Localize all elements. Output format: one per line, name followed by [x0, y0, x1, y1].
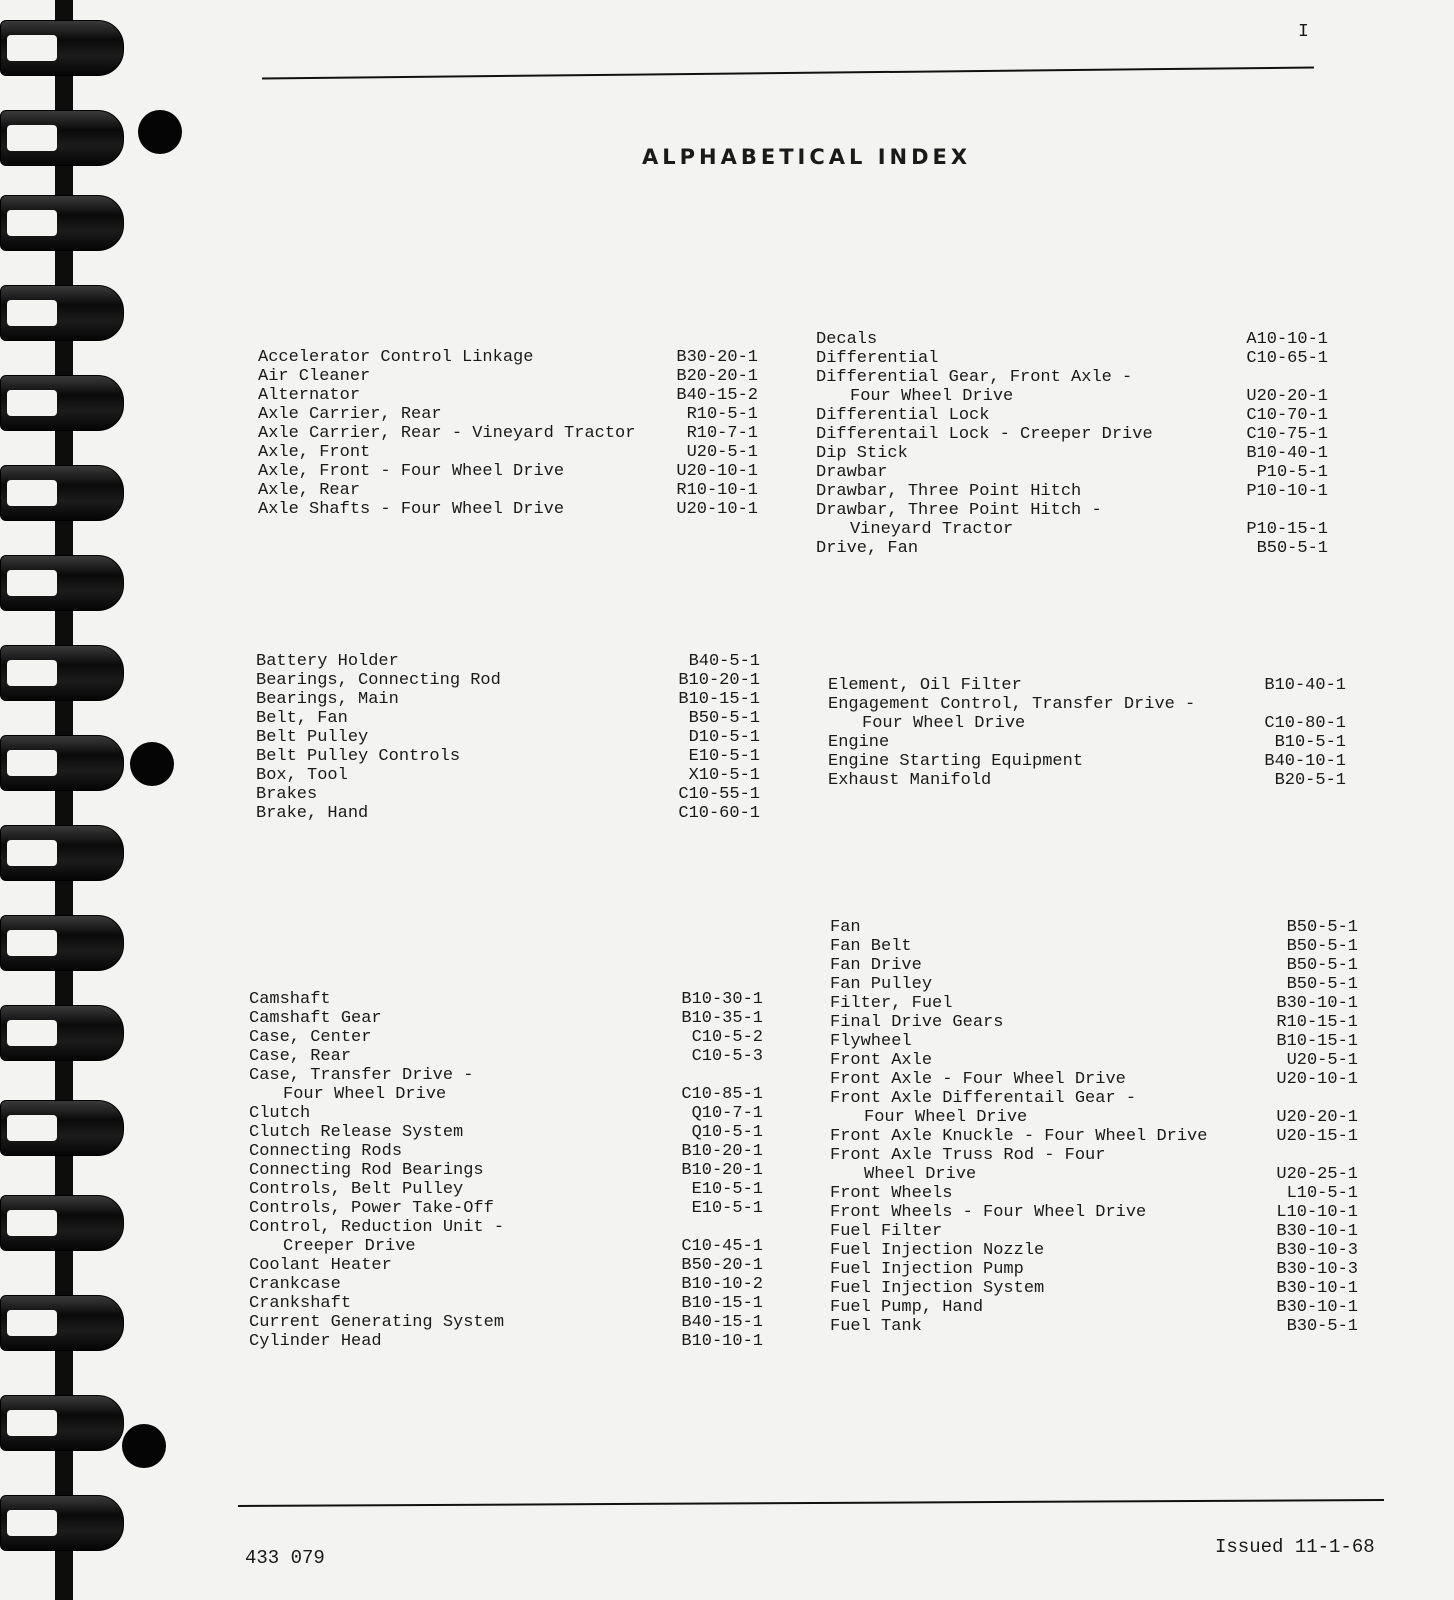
index-entry: [249, 1047, 763, 1066]
index-entry: [830, 975, 1358, 994]
entry-code: B20-5-1: [1274, 771, 1346, 790]
entry-code: B20-20-1: [676, 367, 758, 386]
entry-label: Fan Drive: [830, 956, 922, 975]
entry-label: Cylinder Head: [249, 1332, 382, 1351]
page-number: I: [1298, 22, 1309, 42]
entry-label: Exhaust Manifold: [828, 771, 992, 790]
entry-code: Q10-5-1: [691, 1123, 763, 1142]
index-entry: [258, 462, 758, 481]
entry-code: B10-20-1: [681, 1161, 763, 1180]
entry-label: Dip Stick: [816, 444, 908, 463]
entry-label: Four Wheel Drive: [862, 714, 1026, 733]
index-entry: [830, 956, 1358, 975]
index-entry: [256, 652, 760, 671]
entry-code: B40-5-1: [688, 652, 760, 671]
entry-label: Decals: [816, 330, 878, 349]
entry-code: P10-5-1: [1256, 463, 1328, 482]
entry-label: Fan: [830, 918, 861, 937]
spiral-binding: [0, 0, 130, 1600]
index-entry: [256, 766, 760, 785]
entry-code: C10-75-1: [1246, 425, 1328, 444]
entry-code: E10-5-1: [691, 1180, 763, 1199]
index-entry: [258, 443, 758, 462]
index-entry: [828, 752, 1346, 771]
index-entry: [828, 714, 1346, 733]
entry-code: B40-15-2: [676, 386, 758, 405]
entry-code: B10-10-2: [681, 1275, 763, 1294]
entry-label: Fuel Injection System: [830, 1279, 1045, 1298]
page-title: ALPHABETICAL INDEX: [642, 145, 972, 169]
index-entry: [816, 368, 1328, 387]
binding-ring: [0, 555, 124, 611]
entry-label: Differentail Lock - Creeper Drive: [816, 425, 1153, 444]
index-entry: [256, 671, 760, 690]
index-entry: [830, 1203, 1358, 1222]
index-entry: [249, 1294, 763, 1313]
index-entry: [249, 1028, 763, 1047]
index-entry: [249, 990, 763, 1009]
entry-label: Wheel Drive: [864, 1165, 977, 1184]
entry-label: Differential Gear, Front Axle -: [816, 368, 1133, 387]
index-entry: [249, 1066, 763, 1085]
index-entry: [256, 785, 760, 804]
punch-hole: [138, 110, 182, 154]
entry-list: [816, 330, 1328, 558]
entry-label: Case, Transfer Drive -: [249, 1066, 474, 1085]
entry-code: U20-10-1: [676, 500, 758, 519]
binding-ring: [0, 915, 124, 971]
binding-ring: [0, 825, 124, 881]
index-entry: [828, 771, 1346, 790]
binding-ring: [0, 195, 124, 251]
entry-label: Clutch: [249, 1104, 311, 1123]
entry-label: Flywheel: [830, 1032, 912, 1051]
entry-code: B10-10-1: [681, 1332, 763, 1351]
entry-code: B50-5-1: [1286, 956, 1358, 975]
index-entry: [816, 406, 1328, 425]
entry-label: Crankcase: [249, 1275, 341, 1294]
index-entry: [830, 1013, 1358, 1032]
index-entry: [830, 1108, 1358, 1127]
entry-code: B30-20-1: [676, 348, 758, 367]
entry-code: C10-55-1: [678, 785, 760, 804]
entry-code: C10-5-3: [691, 1047, 763, 1066]
entry-label: Axle Carrier, Rear - Vineyard Tractor: [258, 424, 636, 443]
entry-code: A10-10-1: [1246, 330, 1328, 349]
punch-hole: [122, 1424, 166, 1468]
entry-code: B30-10-1: [1276, 994, 1358, 1013]
index-entry: [830, 1298, 1358, 1317]
index-entry: [816, 387, 1328, 406]
entry-code: B10-15-1: [1276, 1032, 1358, 1051]
index-entry: [249, 1313, 763, 1332]
index-entry: [258, 481, 758, 500]
index-entry: [249, 1123, 763, 1142]
entry-code: B30-10-3: [1276, 1241, 1358, 1260]
index-entry: [830, 1279, 1358, 1298]
index-entry: [249, 1009, 763, 1028]
entry-code: C10-80-1: [1264, 714, 1346, 733]
index-entry: [249, 1237, 763, 1256]
entry-label: Axle Shafts - Four Wheel Drive: [258, 500, 565, 519]
entry-code: C10-70-1: [1246, 406, 1328, 425]
index-entry: [830, 1222, 1358, 1241]
entry-label: Engagement Control, Transfer Drive -: [828, 695, 1196, 714]
entry-code: B10-40-1: [1246, 444, 1328, 463]
entry-label: Bearings, Connecting Rod: [256, 671, 501, 690]
index-section-e: [828, 676, 1346, 790]
index-entry: [816, 539, 1328, 558]
index-entry: [828, 695, 1346, 714]
entry-code: B10-20-1: [678, 671, 760, 690]
entry-label: Alternator: [258, 386, 361, 405]
issue-date: Issued 11-1-68: [1215, 1536, 1375, 1558]
entry-label: Fuel Tank: [830, 1317, 922, 1336]
index-entry: [249, 1161, 763, 1180]
entry-label: Fuel Injection Nozzle: [830, 1241, 1045, 1260]
entry-label: Engine: [828, 733, 890, 752]
entry-label: Creeper Drive: [283, 1237, 416, 1256]
index-entry: [249, 1218, 763, 1237]
entry-label: Camshaft Gear: [249, 1009, 382, 1028]
index-entry: [816, 330, 1328, 349]
entry-label: Front Wheels - Four Wheel Drive: [830, 1203, 1147, 1222]
entry-code: B50-20-1: [681, 1256, 763, 1275]
index-entry: [256, 690, 760, 709]
entry-label: Connecting Rods: [249, 1142, 403, 1161]
entry-code: E10-5-1: [688, 747, 760, 766]
index-section-c: [249, 990, 763, 1351]
punch-hole: [130, 742, 174, 786]
entry-code: B40-10-1: [1264, 752, 1346, 771]
index-entry: [830, 1089, 1358, 1108]
index-entry: [816, 349, 1328, 368]
entry-code: C10-45-1: [681, 1237, 763, 1256]
entry-label: Final Drive Gears: [830, 1013, 1004, 1032]
entry-code: X10-5-1: [688, 766, 760, 785]
entry-label: Differential: [816, 349, 939, 368]
entry-code: D10-5-1: [688, 728, 760, 747]
index-entry: [830, 1241, 1358, 1260]
binding-ring: [0, 285, 124, 341]
index-entry: [249, 1142, 763, 1161]
entry-label: Camshaft: [249, 990, 331, 1009]
entry-label: Fuel Pump, Hand: [830, 1298, 984, 1317]
entry-code: B30-10-1: [1276, 1222, 1358, 1241]
entry-label: Four Wheel Drive: [850, 387, 1014, 406]
binding-ring: [0, 20, 124, 76]
index-entry: [256, 747, 760, 766]
entry-code: B40-15-1: [681, 1313, 763, 1332]
entry-label: Front Axle - Four Wheel Drive: [830, 1070, 1126, 1089]
entry-label: Drawbar, Three Point Hitch -: [816, 501, 1102, 520]
entry-code: C10-85-1: [681, 1085, 763, 1104]
entry-code: B50-5-1: [1286, 918, 1358, 937]
entry-code: C10-65-1: [1246, 349, 1328, 368]
entry-label: Drawbar, Three Point Hitch: [816, 482, 1082, 501]
entry-label: Fuel Injection Pump: [830, 1260, 1024, 1279]
index-entry: [830, 1317, 1358, 1336]
entry-label: Battery Holder: [256, 652, 399, 671]
binding-ring: [0, 1100, 124, 1156]
index-entry: [830, 1260, 1358, 1279]
entry-code: P10-15-1: [1246, 520, 1328, 539]
entry-label: Crankshaft: [249, 1294, 352, 1313]
index-entry: [258, 405, 758, 424]
entry-label: Front Axle Truss Rod - Four: [830, 1146, 1106, 1165]
entry-label: Differential Lock: [816, 406, 990, 425]
entry-label: Coolant Heater: [249, 1256, 392, 1275]
entry-code: B30-5-1: [1286, 1317, 1358, 1336]
index-entry: [816, 444, 1328, 463]
entry-code: B10-40-1: [1264, 676, 1346, 695]
index-entry: [830, 1146, 1358, 1165]
entry-code: C10-60-1: [678, 804, 760, 823]
index-entry: [828, 733, 1346, 752]
entry-code: U20-5-1: [686, 443, 758, 462]
entry-label: Belt Pulley Controls: [256, 747, 461, 766]
entry-code: E10-5-1: [691, 1199, 763, 1218]
index-entry: [249, 1104, 763, 1123]
entry-code: P10-10-1: [1246, 482, 1328, 501]
entry-code: L10-5-1: [1286, 1184, 1358, 1203]
entry-label: Air Cleaner: [258, 367, 371, 386]
entry-code: B10-5-1: [1274, 733, 1346, 752]
entry-label: Case, Center: [249, 1028, 372, 1047]
entry-code: R10-7-1: [686, 424, 758, 443]
index-entry: [830, 1127, 1358, 1146]
document-number: 433 079: [245, 1547, 325, 1569]
entry-code: L10-10-1: [1276, 1203, 1358, 1222]
index-entry: [249, 1275, 763, 1294]
binding-ring: [0, 465, 124, 521]
entry-label: Bearings, Main: [256, 690, 399, 709]
entry-label: Axle Carrier, Rear: [258, 405, 442, 424]
entry-label: Drawbar: [816, 463, 888, 482]
entry-label: Drive, Fan: [816, 539, 919, 558]
index-entry: [258, 500, 758, 519]
entry-label: Front Axle: [830, 1051, 933, 1070]
index-section-a: [258, 348, 758, 519]
entry-label: Belt Pulley: [256, 728, 369, 747]
entry-label: Case, Rear: [249, 1047, 352, 1066]
entry-label: Front Axle Differentail Gear -: [830, 1089, 1137, 1108]
index-entry: [830, 1051, 1358, 1070]
entry-code: Q10-7-1: [691, 1104, 763, 1123]
entry-label: Axle, Front - Four Wheel Drive: [258, 462, 565, 481]
entry-label: Vineyard Tractor: [850, 520, 1014, 539]
index-entry: [816, 482, 1328, 501]
footer-rule: [238, 1499, 1384, 1507]
entry-code: B30-10-1: [1276, 1279, 1358, 1298]
binding-ring: [0, 645, 124, 701]
entry-code: U20-20-1: [1276, 1108, 1358, 1127]
entry-code: B10-30-1: [681, 990, 763, 1009]
entry-list: [830, 918, 1358, 1336]
index-section-b: [256, 652, 760, 823]
index-entry: [249, 1085, 763, 1104]
entry-code: U20-5-1: [1286, 1051, 1358, 1070]
index-entry: [830, 918, 1358, 937]
entry-code: U20-10-1: [1276, 1070, 1358, 1089]
index-entry: [256, 804, 760, 823]
entry-label: Element, Oil Filter: [828, 676, 1022, 695]
entry-label: Four Wheel Drive: [864, 1108, 1028, 1127]
entry-label: Brakes: [256, 785, 318, 804]
binding-ring: [0, 110, 124, 166]
entry-code: B30-10-1: [1276, 1298, 1358, 1317]
entry-code: B30-10-3: [1276, 1260, 1358, 1279]
entry-label: Control, Reduction Unit -: [249, 1218, 505, 1237]
index-entry: [830, 1165, 1358, 1184]
index-entry: [249, 1256, 763, 1275]
entry-list: [258, 348, 758, 519]
entry-code: B50-5-1: [1286, 937, 1358, 956]
entry-label: Engine Starting Equipment: [828, 752, 1084, 771]
entry-code: B10-35-1: [681, 1009, 763, 1028]
index-entry: [258, 424, 758, 443]
binding-ring: [0, 1295, 124, 1351]
entry-label: Clutch Release System: [249, 1123, 464, 1142]
index-entry: [249, 1180, 763, 1199]
entry-code: B10-15-1: [678, 690, 760, 709]
entry-label: Connecting Rod Bearings: [249, 1161, 484, 1180]
index-section-d: [816, 330, 1328, 558]
entry-code: B50-5-1: [688, 709, 760, 728]
index-entry: [816, 463, 1328, 482]
index-entry: [249, 1199, 763, 1218]
header-rule: [262, 66, 1314, 79]
entry-label: Filter, Fuel: [830, 994, 953, 1013]
binding-ring: [0, 375, 124, 431]
entry-code: B10-20-1: [681, 1142, 763, 1161]
entry-code: R10-10-1: [676, 481, 758, 500]
entry-code: U20-15-1: [1276, 1127, 1358, 1146]
index-entry: [258, 367, 758, 386]
entry-label: Front Axle Knuckle - Four Wheel Drive: [830, 1127, 1208, 1146]
entry-code: U20-25-1: [1276, 1165, 1358, 1184]
entry-code: B50-5-1: [1286, 975, 1358, 994]
binding-ring: [0, 735, 124, 791]
entry-label: Axle, Front: [258, 443, 371, 462]
entry-code: B10-15-1: [681, 1294, 763, 1313]
binding-ring: [0, 1005, 124, 1061]
entry-list: [256, 652, 760, 823]
index-entry: [816, 501, 1328, 520]
entry-label: Accelerator Control Linkage: [258, 348, 534, 367]
entry-code: R10-15-1: [1276, 1013, 1358, 1032]
entry-list: [828, 676, 1346, 790]
entry-label: Belt, Fan: [256, 709, 348, 728]
index-entry: [816, 425, 1328, 444]
entry-code: U20-10-1: [676, 462, 758, 481]
index-entry: [256, 709, 760, 728]
entry-list: [249, 990, 763, 1351]
index-entry: [258, 386, 758, 405]
entry-label: Fan Belt: [830, 937, 912, 956]
index-entry: [830, 1184, 1358, 1203]
entry-code: R10-5-1: [686, 405, 758, 424]
index-entry: [249, 1332, 763, 1351]
index-entry: [816, 520, 1328, 539]
entry-label: Fan Pulley: [830, 975, 933, 994]
index-entry: [830, 1032, 1358, 1051]
index-entry: [258, 348, 758, 367]
index-section-f: [830, 918, 1358, 1336]
entry-code: B50-5-1: [1256, 539, 1328, 558]
entry-label: Front Wheels: [830, 1184, 953, 1203]
index-entry: [830, 1070, 1358, 1089]
entry-code: U20-20-1: [1246, 387, 1328, 406]
entry-label: Axle, Rear: [258, 481, 361, 500]
binding-ring: [0, 1495, 124, 1551]
entry-label: Four Wheel Drive: [283, 1085, 447, 1104]
entry-code: C10-5-2: [691, 1028, 763, 1047]
entry-label: Current Generating System: [249, 1313, 505, 1332]
binding-ring: [0, 1395, 124, 1451]
index-entry: [830, 937, 1358, 956]
entry-label: Controls, Belt Pulley: [249, 1180, 464, 1199]
index-entry: [830, 994, 1358, 1013]
index-entry: [256, 728, 760, 747]
entry-label: Box, Tool: [256, 766, 348, 785]
index-entry: [828, 676, 1346, 695]
entry-label: Controls, Power Take-Off: [249, 1199, 494, 1218]
entry-label: Fuel Filter: [830, 1222, 943, 1241]
binding-ring: [0, 1195, 124, 1251]
entry-label: Brake, Hand: [256, 804, 369, 823]
